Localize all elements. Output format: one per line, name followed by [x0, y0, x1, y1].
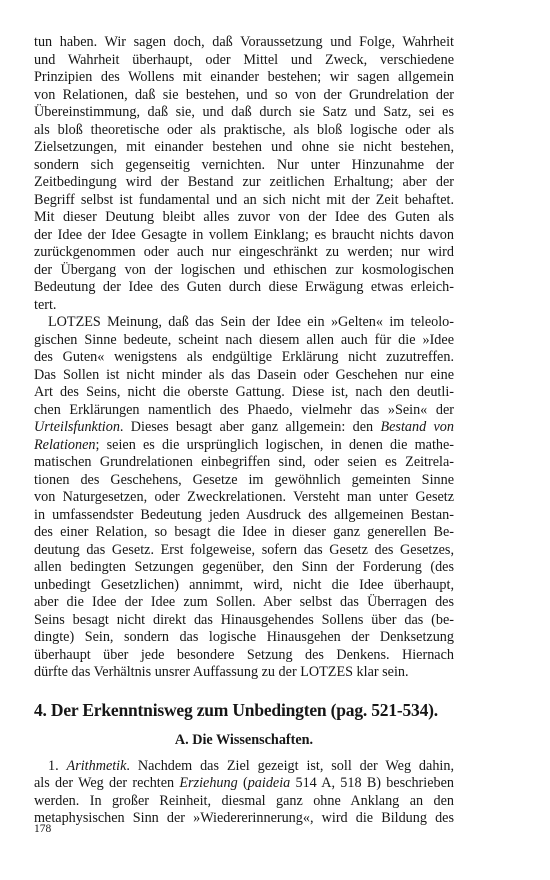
text-line: Das Sollen ist nicht minder als das Dasein oder Geschehen nur eine — [34, 366, 454, 383]
text-line: der Idee der Idee Gesagte in vollem Einklang; es braucht nichts davon — [34, 226, 454, 243]
text-line: Prinzipien des Wollens mit einander bestehen; wir sagen allgemein — [34, 69, 454, 85]
page-number: 178 — [34, 823, 52, 835]
paragraph-3 — [34, 758, 454, 828]
text-line: Übereinstimmung, daß sie, und daß durch sie Satz und Satz, sei es — [34, 104, 454, 120]
text-line: Bedeutung der Idee des Guten durch diese Erwägung etwas erleich- — [34, 279, 454, 295]
section-heading: 4. Der Erkenntnisweg zum Unbedingten (pag. 521-534). — [34, 699, 438, 720]
text-line: Relationen; seien es die ursprünglich logischen, in denen die mathe- — [34, 436, 454, 453]
text-line: zurückgenommen oder auch nur eingeschränkt zu werden; nur wird — [34, 244, 454, 260]
text-line: von Relationen, daß sie bestehen, und so von der Grundrelation der — [34, 86, 454, 103]
text-line: Mit dieser Deutung bleibt alles zuvor von der Idee des Guten als — [34, 209, 454, 225]
text-line: des Guten« wenigstens als endgültige Erklärung nicht zuzutreffen. — [34, 349, 454, 365]
text-line: und Wahrheit überhaupt, oder Mittel und Zweck, verschiedene — [34, 51, 454, 68]
text-line: sondern sich gegenseitig vernichten. Nur unter Hinzunahme der — [34, 156, 454, 173]
text-line: unbedingt Gesetzlichen) annimmt, wird, nicht die Idee überhaupt, — [34, 576, 454, 593]
text-line: chen Erklärungen namentlich des Phaedo, vielmehr das »Sein« der — [34, 401, 454, 418]
page-body — [34, 34, 454, 828]
text-line: als bloß theoretische oder als praktische, als bloß logische oder als — [34, 121, 454, 138]
text-line: allen bedingten Setzungen gegenüber, den Sinn der Forderung (des — [34, 559, 454, 575]
text-line: Urteilsfunktion. Dieses besagt aber ganz allgemein: den Bestand von — [34, 419, 454, 435]
text-line: Zielsetzungen, mit einander bestehen und ohne sie nicht bestehen, — [34, 139, 454, 155]
text-line: gischen Sinne bedeute, scheint nach diesem allen auch für die »Idee — [34, 331, 454, 348]
text-line: tun haben. Wir sagen doch, daß Voraussetzung und Folge, Wahrheit — [34, 34, 454, 50]
text-line: metaphysischen Sinn der »Wiedererinnerung«, wird die Bildung des — [34, 810, 454, 826]
paragraph-2 — [34, 314, 454, 682]
text-line: werden. In großer Reinheit, diesmal ganz ohne Anklang an den — [34, 792, 454, 809]
text-line: der Übergang von der logischen und ethischen zur kosmologischen — [34, 261, 454, 278]
text-line: matischen Grundrelationen einbegriffen sind, oder seien es Zeitrela- — [34, 454, 454, 470]
text-line: als der Weg der rechten Erziehung (paideia 514 A, 518 B) beschrieben — [34, 775, 455, 791]
text-line: Begriff selbst ist fundamental und an sich nicht mit der Zeit behaftet. — [34, 191, 454, 208]
text-line: überhaupt über jede besondere Setzung des Denkens. Hiernach — [34, 646, 454, 663]
text-line: deutung das Gesetz. Erst folgeweise, sofern das Gesetz des Gesetzes, — [34, 541, 454, 558]
text-line: in umfassendster Bedeutung jeden Ausdruck des allgemeinen Bestan- — [34, 506, 454, 523]
text-line: Zeitbedingung wird der Bestand zur zeitlichen Erhaltung; aber der — [34, 174, 454, 190]
text-line: Seins besagt nicht direkt das Hinausgehendes Sollens über das (be- — [34, 611, 454, 628]
text-line: dingte) Sein, sondern das logische Hinausgehen der Denksetzung — [34, 629, 454, 645]
text-line: von Naturgesetzen, oder Zweckrelationen. Versteht man unter Gesetz — [34, 489, 454, 505]
paragraph-1 — [34, 34, 454, 314]
text-line: 1. Arithmetik. Nachdem das Ziel gezeigt ist, soll der Weg dahin, — [48, 757, 455, 774]
text-line: aber die Idee der Idee zum Sollen. Aber selbst das Überragen des — [34, 594, 454, 610]
text-line: tionen des Geschehens, Gesetze im gewöhnlich gemeinten Sinne — [34, 471, 454, 488]
text-line: LOTZES Meinung, daß das Sein der Idee ein »Gelten« im teleolo- — [48, 314, 454, 330]
subsection-heading: A. Die Wissenschaften. — [174, 731, 314, 748]
text-line: tert. — [34, 296, 57, 313]
text-line: dürfte das Verhältnis unsrer Auffassung zu der LOTZES klar sein. — [34, 664, 409, 680]
text-line: Art des Seins, nicht die oberste Gattung. Diese ist, nach den deutli- — [34, 384, 454, 400]
text-line: des einer Relation, so besagt die Idee in dieser ganz generellen Be- — [34, 524, 454, 540]
